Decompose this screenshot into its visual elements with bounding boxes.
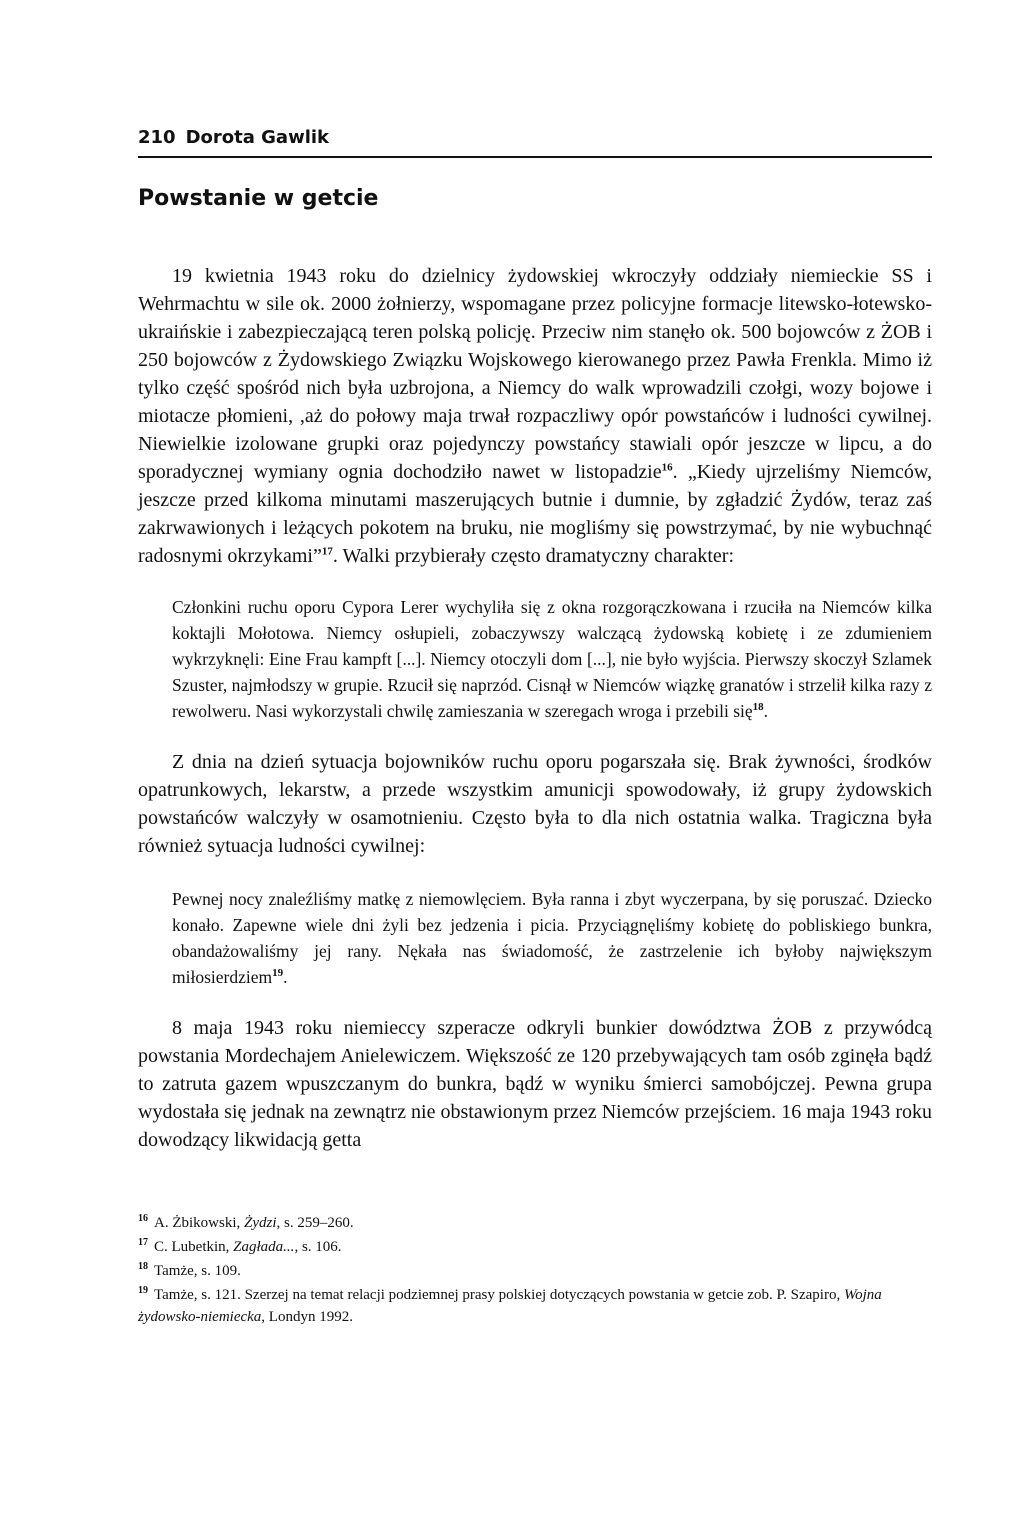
section-title: Powstanie w getcie (138, 186, 379, 211)
paragraph-1-text: 19 kwietnia 1943 roku do dzielnicy żydowskiej wkroczyły oddziały niemieckie SS i Wehrmachtu w sile ok. 2000 żołnierzy, wspomagane przez policyjne formacje litewsko-łotewsko-ukraińskie i zabezpieczającą teren polską policję. Przeciw nim stanęło ok. 500 bojowców z ŻOB i 250 bojowców z Żydowskiego Związku Wojskowego kierowanego przez Pawła Frenkla. Mimo iż tylko część spośród nich była uzbrojona, a Niemcy do walk wprowadzili czołgi, wozy bojowe i miotacze płomieni, ,aż do połowy maja trwał rozpaczliwy opór powstańców i ludności cywilnej. Niewielkie izolowane grupki oraz pojedynczy powstańcy stawiali opór jeszcze w lipcu, a do sporadycznej wymiany ognia dochodziło nawet w listopadzie (138, 265, 932, 483)
footnote-16 (138, 1212, 932, 1234)
footnote-title: Zagłada... (233, 1239, 295, 1255)
footnote-ref-16[interactable]: 16 (661, 461, 673, 474)
block-quote-1-end: . (763, 701, 769, 721)
paragraph-1-quote: . „Kiedy ujrzeliśmy Niemców, jeszcze przed kilkoma minutami maszerujących butnie i dumnie, by zgładzić Żydów, teraz zaś zakrwawionych i leżących pokotem na bruku, nie mogliśmy się powstrzymać, by nie wybuchnąć radosnymi okrzykami” (138, 461, 932, 567)
footnote-ref-19[interactable]: 19 (272, 967, 284, 980)
footnote-title: Wojna żydowsko-niemiecka (138, 1287, 882, 1325)
paragraph-2: Z dnia na dzień sytuacja bojowników ruchu oporu pogarszała się. Brak żywności, środków opatrunkowych, lekarstw, a przede wszystkim amunicji spowodowały, iż grupy żydowskich powstańców walczyły w osamotnieniu. Często była to dla nich ostatnia walka. Tragiczna była również sytuacja ludności cywilnej: (138, 751, 932, 857)
block-quote-2-text: Pewnej nocy znaleźliśmy matkę z niemowlęciem. Była ranna i zbyt wyczerpana, by się poruszać. Dziecko konało. Zapewne wiele dni żyli bez jedzenia i picia. Przyciągnęliśmy kobietę do pobliskiego bunkra, obandażowaliśmy jej rany. Nękała nas świadomość, że zastrzelenie ich byłoby największym miłosierdziem (172, 889, 932, 987)
paragraph-1 (138, 262, 932, 570)
footnote-ref-17[interactable]: 17 (321, 545, 333, 558)
running-head-author: Dorota Gawlik (185, 127, 330, 148)
footnote-ref-18[interactable]: 18 (752, 701, 764, 714)
footnote-text: C. Lubetkin, (154, 1239, 234, 1255)
running-head (138, 128, 932, 158)
footnote-number: 19 (138, 1285, 148, 1296)
footnote-number: 18 (138, 1261, 148, 1272)
page-number: 210 (138, 127, 176, 148)
page (138, 128, 932, 1330)
footnote-pages: , Londyn 1992. (261, 1309, 353, 1325)
paragraph-1-end: . Walki przybierały często dramatyczny charakter: (332, 545, 735, 567)
footnote-18 (138, 1260, 932, 1282)
footnote-19 (138, 1284, 932, 1328)
footnote-text: Tamże, s. 109. (154, 1263, 241, 1279)
footnote-pages: , s. 106. (294, 1239, 342, 1255)
footnote-title: Żydzi (244, 1215, 277, 1231)
paragraph-3: 8 maja 1943 roku niemieccy szperacze odkryli bunkier dowództwa ŻOB z przywódcą powstania Mordechajem Anielewiczem. Większość ze 120 przebywających tam osób zginęła bądź to zatruta gazem wpuszczanym do bunkra, bądź w wyniku śmierci samobójczej. Pewna grupa wydostała się jednak na zewnątrz nie obstawionym przez Niemców przejściem. 16 maja 1943 roku dowodzący likwidacją getta (138, 1017, 932, 1151)
block-quote-1-text: Członkini ruchu oporu Cypora Lerer wychyliła się z okna rozgorączkowana i rzuciła na Niemców kilka koktajli Mołotowa. Niemcy osłupieli, zobaczywszy walczącą żydowską kobietę i ze zdumieniem wykrzyknęli: Eine Frau kampft [...]. Niemcy otoczyli dom [...], nie było wyjścia. Pierwszy skoczył Szlamek Szuster, najmłodszy w grupie. Rzucił się naprzód. Cisnął w Niemców wiązkę granatów i strzelił kilka razy z rewolweru. Nasi wykorzystali chwilę zamieszania w szeregach wroga i przebili się (172, 597, 932, 721)
footnote-pages: , s. 259–260. (276, 1215, 354, 1231)
footnote-17 (138, 1236, 932, 1258)
footnote-number: 17 (138, 1237, 148, 1248)
block-quote-1 (138, 594, 932, 724)
block-quote-2-end: . (283, 967, 288, 987)
footnote-number: 16 (138, 1213, 148, 1224)
footnote-text: A. Żbikowski, (154, 1215, 244, 1231)
footnote-text: Tamże, s. 121. Szerzej na temat relacji podziemnej prasy polskiej dotyczących powstania w getcie zob. P. Szapiro, (154, 1287, 844, 1303)
block-quote-2 (138, 886, 932, 990)
footnotes (138, 1212, 932, 1328)
